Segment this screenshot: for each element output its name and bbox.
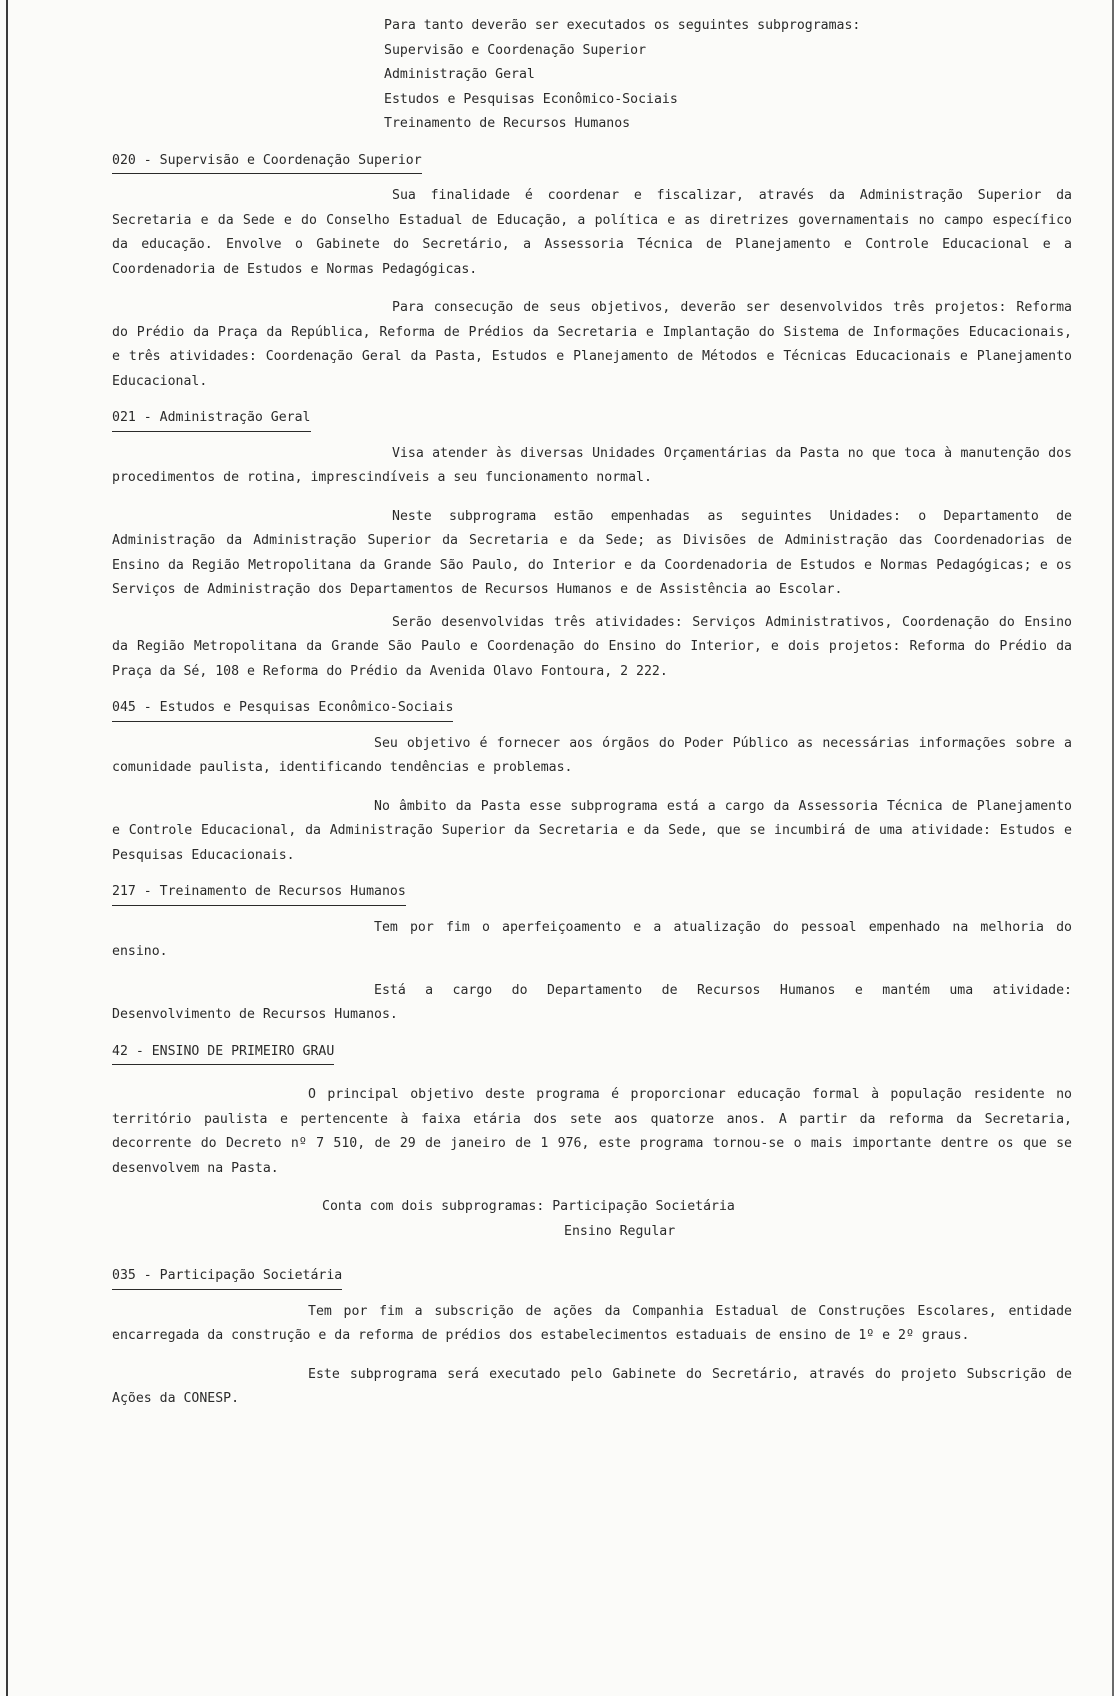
- document-body: [112, 14, 1072, 1412]
- paragraph: Serão desenvolvidas três atividades: Serviços Administrativos, Coordenação do Ensino da Região Metropolitana da Grande São Paulo e Coordenação do Ensino do Interior, e dois projetos: Reforma do Prédio da Praça da Sé, 108 e Reforma do Prédio da Avenida Olavo Fontoura, 2 222.: [112, 614, 1072, 679]
- paragraph: Está a cargo do Departamento de Recursos Humanos e mantém uma atividade: Desenvolvimento de Recursos Humanos.: [112, 982, 1072, 1022]
- intro-line: Administração Geral: [384, 67, 535, 82]
- section-045: [112, 696, 1072, 722]
- paragraph: Visa atender às diversas Unidades Orçamentárias da Pasta no que toca à manutenção dos procedimentos de rotina, imprescindíveis a seu funcionamento normal.: [112, 445, 1072, 485]
- section-217: [112, 880, 1072, 906]
- intro-line: Supervisão e Coordenação Superior: [384, 42, 647, 58]
- section-heading: 021 - Administração Geral: [112, 406, 311, 432]
- paragraph: Para consecução de seus objetivos, deverão ser desenvolvidos três projetos: Reforma do Prédio da Praça da República, Reforma de Prédios da Secretaria e Implantação do Sistema de Informações Educacionais, e três atividades: Coordenação Geral da Pasta, Estudos e Planejamento de Métodos e Técnicas Educacionais e Planejamento Educacional.: [112, 300, 1072, 389]
- subprogram-line: Ensino Regular: [564, 1223, 676, 1239]
- section-heading: 045 - Estudos e Pesquisas Econômico-Sociais: [112, 696, 453, 722]
- section-021: [112, 406, 1072, 432]
- subprogram-line: Conta com dois subprogramas: Participação Societária: [322, 1199, 735, 1214]
- page-edge-left: [6, 0, 8, 1696]
- paragraph: Neste subprograma estão empenhadas as seguintes Unidades: o Departamento de Administração da Administração Superior da Secretaria e da Sede; as Divisões de Administração das Coordenadorias de Ensino da Região Metropolitana da Grande São Paulo, do Interior e da Coordenadoria de Estudos e Normas Pedagógicas; e os Serviços de Administração dos Departamentos de Recursos Humanos e de Assistência ao Escolar.: [112, 508, 1072, 597]
- intro-block: [112, 14, 1072, 137]
- intro-line: Treinamento de Recursos Humanos: [384, 116, 631, 131]
- section-020: [112, 149, 1072, 175]
- paragraph: Seu objetivo é fornecer aos órgãos do Poder Público as necessárias informações sobre a comunidade paulista, identificando tendências e problemas.: [112, 735, 1072, 775]
- intro-line: Para tanto deverão ser executados os seguintes subprogramas:: [384, 18, 861, 33]
- section-heading: 217 - Treinamento de Recursos Humanos: [112, 880, 406, 906]
- section-heading: 035 - Participação Societária: [112, 1264, 342, 1290]
- section-035: [112, 1264, 1072, 1290]
- intro-line: Estudos e Pesquisas Econômico-Sociais: [384, 91, 678, 107]
- paragraph: No âmbito da Pasta esse subprograma está a cargo da Assessoria Técnica de Planejamento e Controle Educacional, da Administração Superior da Secretaria e da Sede, que se incumbirá de uma atividade: Estudos e Pesquisas Educacionais.: [112, 798, 1072, 863]
- paragraph: O principal objetivo deste programa é proporcionar educação formal à população residente no território paulista e pertencente à faixa etária dos sete aos quatorze anos. A partir da reforma da Secretaria, decorrente do Decreto nº 7 510, de 29 de janeiro de 1 976, este programa tornou-se o mais importante dentre os que se desenvolvem na Pasta.: [112, 1087, 1072, 1176]
- paragraph: Tem por fim a subscrição de ações da Companhia Estadual de Construções Escolares, entidade encarregada da construção e da reforma de prédios dos estabelecimentos estaduais de ensino de 1º e 2º graus.: [112, 1303, 1072, 1343]
- subprogram-list: [112, 1195, 1072, 1244]
- paragraph: Este subprograma será executado pelo Gabinete do Secretário, através do projeto Subscrição de Ações da CONESP.: [112, 1366, 1072, 1406]
- section-heading: 42 - ENSINO DE PRIMEIRO GRAU: [112, 1040, 334, 1066]
- section-42: [112, 1040, 1072, 1066]
- paragraph: Sua finalidade é coordenar e fiscalizar, através da Administração Superior da Secretaria e da Sede e do Conselho Estadual de Educação, a política e as diretrizes governamentais no campo específico da educação. Envolve o Gabinete do Secretário, a Assessoria Técnica de Planejamento e Controle Educacional e a Coordenadoria de Estudos e Normas Pedagógicas.: [112, 188, 1072, 277]
- section-heading: 020 - Supervisão e Coordenação Superior: [112, 149, 422, 175]
- paragraph: Tem por fim o aperfeiçoamento e a atualização do pessoal empenhado na melhoria do ensino.: [112, 919, 1072, 959]
